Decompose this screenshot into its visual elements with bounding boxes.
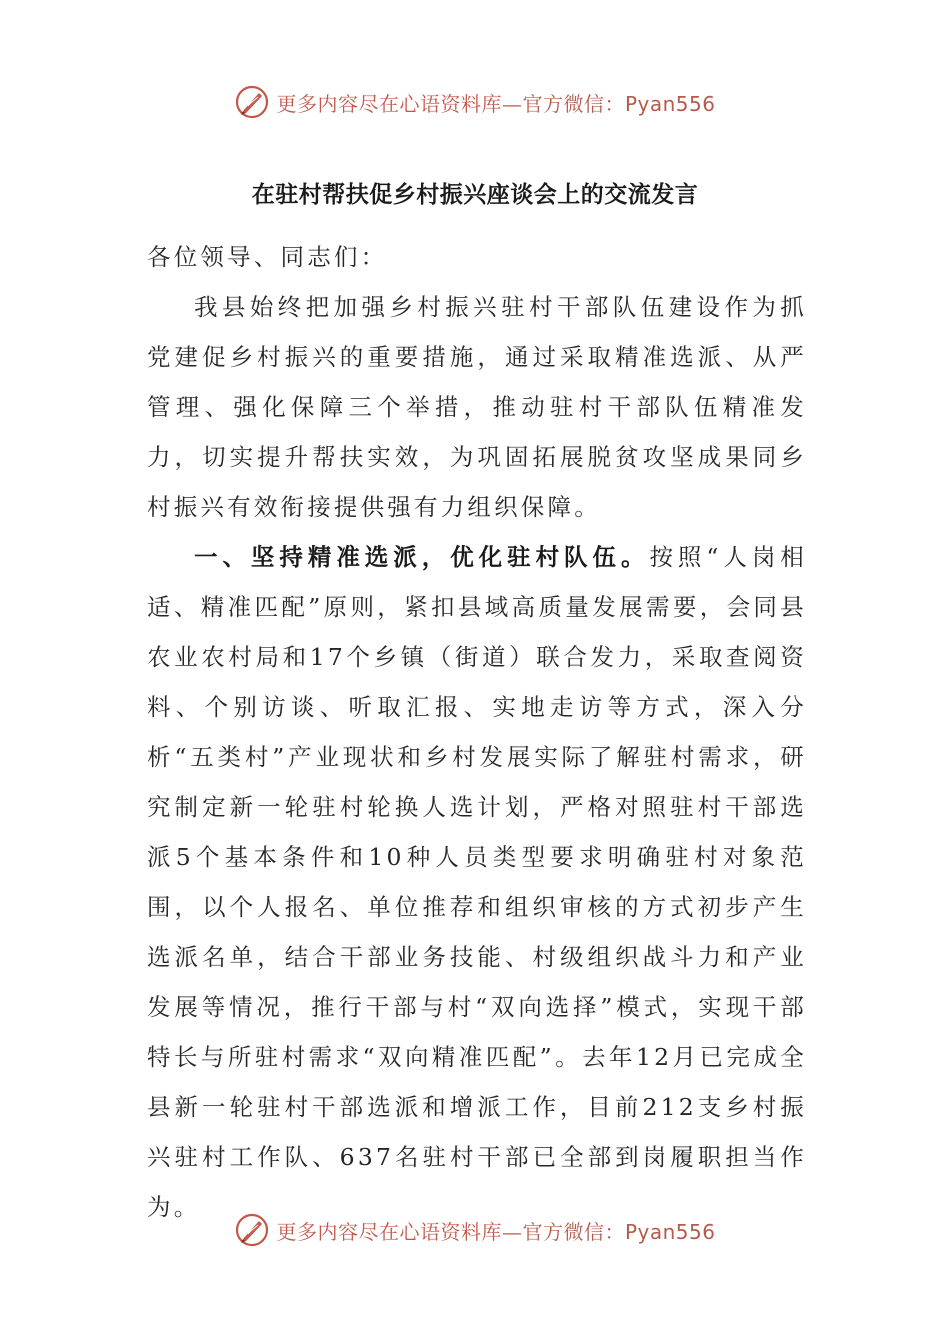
footer-watermark (0, 1210, 950, 1250)
intro-paragraph: 我县始终把加强乡村振兴驻村干部队伍建设作为抓党建促乡村振兴的重要措施，通过采取精准选派、从严管理、强化保障三个举措，推动驻村干部队伍精准发力，切实提升帮扶实效，为巩固拓展脱贫攻坚成果同乡村振兴有效衔接提供强有力组织保障。 (147, 293, 807, 521)
salutation: 各位领导、同志们： (147, 243, 388, 271)
pen-logo-icon (234, 84, 270, 120)
document-title: 在驻村帮扶促乡村振兴座谈会上的交流发言 (251, 182, 699, 208)
watermark-text: 更多内容尽在心语资料库—官方微信：Pyan556 (276, 91, 716, 116)
header-watermark (0, 82, 950, 122)
pen-logo-icon (234, 1212, 270, 1248)
section-1-paragraph (147, 532, 807, 1232)
watermark-text: 更多内容尽在心语资料库—官方微信：Pyan556 (276, 1219, 716, 1244)
section-1-heading: 一、坚持精准选派，优化驻村队伍。 (194, 543, 650, 571)
document-body (147, 232, 807, 1232)
section-1-body: 按照“人岗相适、精准匹配”原则，紧扣县域高质量发展需要，会同县农业农村局和17个乡镇（街道）联合发力，采取查阅资料、个别访谈、听取汇报、实地走访等方式，深入分析“五类村”产业现状和乡村发展实际了解驻村需求，研究制定新一轮驻村轮换人选计划，严格对照驻村干部选派5个基本条件和10种人员类型要求明确驻村对象范围，以个人报名、单位推荐和组织审核的方式初步产生选派名单，结合干部业务技能、村级组织战斗力和产业发展等情况，推行干部与村“双向选择”模式，实现干部特长与所驻村需求“双向精准匹配”。去年12月已完成全县新一轮驻村干部选派和增派工作，目前212支乡村振兴驻村工作队、637名驻村干部已全部到岗履职担当作为。 (147, 543, 807, 1221)
